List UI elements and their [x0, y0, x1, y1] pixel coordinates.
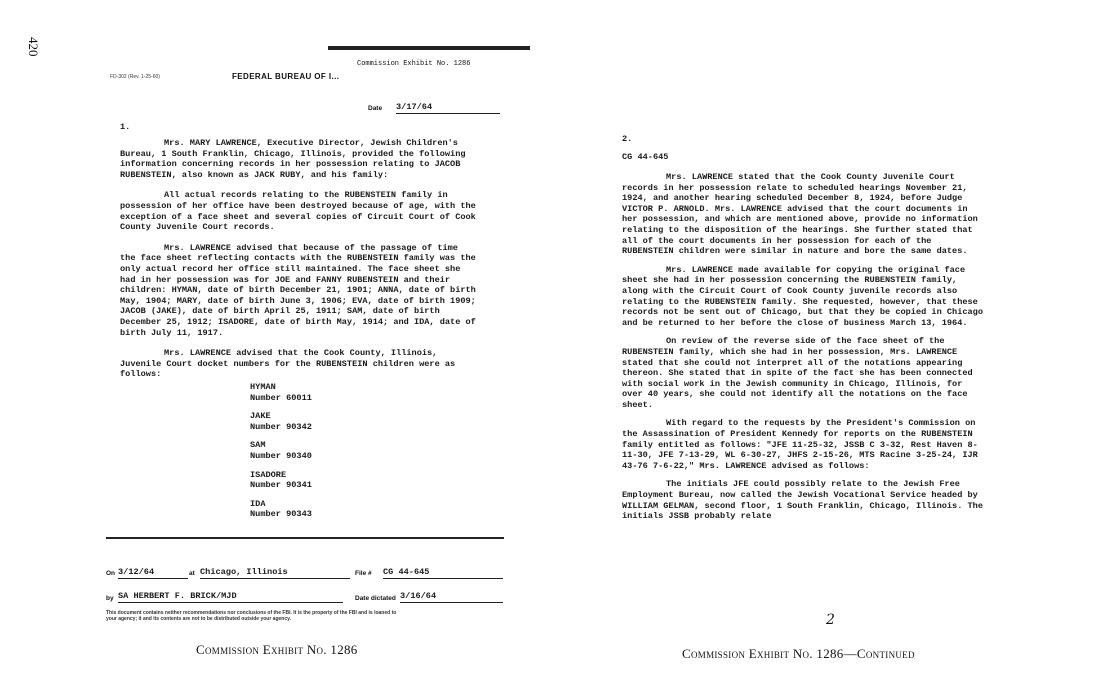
docket-name: HYMAN: [250, 382, 276, 392]
file-label: File #: [355, 570, 372, 577]
footer-divider: [106, 537, 504, 539]
right-document: [622, 130, 994, 550]
file-reference: CG 44-645: [622, 152, 669, 162]
commission-stamp: Commission Exhibit No. 1286: [357, 60, 471, 68]
section-number: 1.: [120, 122, 131, 132]
right-caption: Commission Exhibit No. 1286—Continued: [682, 646, 915, 661]
left-paragraph: Mrs. LAWRENCE advised that because of the passage of time the face sheet reflecting contacts with the RUBENSTEIN family was the only actual record her office still maintained. The face sheet she had in her possession was for JOE and FANNY RUBENSTEIN and their children: HYMAN, date of birth December 21, 1901; ANNA, date of birth May, 1904; MARY, date of birth June 3, 1906; EVA, date of birth 1909; JACOB (JAKE), date of birth April 25, 1911; SAM, date of birth December 25, 1912; ISADORE, date of birth May, 1914; and IDA, date of birth July 11, 1917.: [120, 242, 476, 338]
right-body: [622, 172, 984, 522]
docket-number: Number 90342: [250, 421, 312, 432]
left-body: [120, 138, 476, 380]
right-paragraph: Mrs. LAWRENCE stated that the Cook County Juvenile Court records in her possession relate to scheduled hearings November 21, 1924, and another hearing scheduled December 8, 1924, before Judge VICTOR P. ARNOLD. Mrs. LAWRENCE advised that the court documents in her possession, and which are mentioned above, provide no information relating to the disposition of the hearings. She further stated that all of the court documents in her possession for each of the RUBENSTEIN children were similar in nature and bore the same dates.: [622, 172, 978, 257]
right-paragraph: The initials JFE could possibly relate to the Jewish Free Employment Bureau, now called the Jewish Vocational Service headed by WILLIAM GELMAN, second floor, 1 South Franklin, Chicago, Illinois. The initials JSSB probably relate: [622, 479, 983, 522]
date-value: 3/17/64: [396, 102, 500, 114]
date-label: Date: [368, 105, 383, 112]
docket-entry: [250, 382, 390, 403]
docket-list: [250, 382, 390, 520]
left-document: [100, 40, 520, 670]
docket-entry: [250, 440, 390, 461]
docket-name: SAM: [250, 440, 266, 451]
on-label: On: [106, 570, 116, 577]
docket-name: IDA: [250, 498, 266, 509]
docket-entry: [250, 470, 390, 491]
dictated-date: 3/16/64: [400, 591, 503, 603]
right-paragraph: On review of the reverse side of the face sheet of the RUBENSTEIN family, which she had in her possession, Mrs. LAWRENCE stated that she could not interpret all of the notations appearing thereon. She stated that in spite of the fact she has been connected with social work in the Jewish community in Chicago, Illinois, for over 40 years, she could not identify all the notations on the face sheet.: [622, 336, 973, 410]
disclaimer-line: This document contains neither recommendations nor conclusions of the FBI. It is the property of the FBI and is loaned to: [106, 610, 397, 616]
docket-number: Number 90341: [250, 480, 312, 491]
docket-entry: [250, 411, 390, 432]
left-paragraph: Mrs. MARY LAWRENCE, Executive Director, Jewish Children's Bureau, 1 South Franklin, Chicago, Illinois, provided the following information concerning records in her possession relating to JACOB RUBENSTEIN, also known as JACK RUBY, and his family:: [120, 138, 466, 180]
page-number: 420: [26, 37, 41, 57]
by-label: by: [106, 595, 114, 602]
location: Chicago, Illinois: [200, 567, 350, 579]
dictated-label: Date dictated: [355, 595, 396, 602]
handwritten-page-mark: 2: [826, 612, 835, 628]
docket-entry: [250, 499, 390, 520]
left-paragraph: All actual records relating to the RUBENSTEIN family in possession of her office have been destroyed because of age, with the exception of a face sheet and several copies of Circuit Court of Cook County Juvenile Court records.: [120, 190, 476, 233]
right-paragraph: With regard to the requests by the President's Commission on the Assassination of President Kennedy for reports on the RUBENSTEIN family entitled as follows: "JFE 11-25-32, JSSB C 3-32, Rest Haven 8-11-30, JFE 7-13-29, WL 6-30-27, JHFS 2-15-26, MTS Racine 3-25-24, IJR 43-76 7-6-22," Mrs. LAWRENCE advised as follows:: [622, 418, 978, 471]
docket-name: JAKE: [250, 411, 271, 422]
agent-name: SA HERBERT F. BRICK/MJD: [118, 591, 343, 603]
form-number: FD-302 (Rev. 1-25-60): [110, 74, 160, 80]
docket-number: Number 60011: [250, 392, 312, 403]
file-number: CG 44-645: [383, 567, 503, 579]
left-paragraph: Mrs. LAWRENCE advised that the Cook County, Illinois, Juvenile Court docket numbers for the RUBENSTEIN children were as follows:: [120, 348, 456, 380]
at-label: at: [189, 570, 195, 577]
right-paragraph: Mrs. LAWRENCE made available for copying the original face sheet she had in her possession concerning the RUBENSTEIN family, along with the Circuit Court of Cook County juvenile records also relating to the RUBENSTEIN family. She requested, however, that these records not be sent out of Chicago, but that they be copied in Chicago and be returned to her before the close of business March 13, 1964.: [622, 264, 983, 328]
docket-number: Number 90340: [250, 450, 312, 461]
left-caption: Commission Exhibit No. 1286: [196, 642, 358, 657]
disclaimer-line: your agency; it and its contents are not to be distributed outside your agency.: [106, 616, 291, 622]
section-number: 2.: [622, 134, 633, 144]
docket-name: ISADORE: [250, 469, 287, 480]
agency-header: FEDERAL BUREAU OF I...: [232, 72, 340, 81]
top-edge-bar: [328, 46, 530, 50]
on-date: 3/12/64: [118, 567, 188, 579]
docket-number: Number 90343: [250, 509, 312, 520]
